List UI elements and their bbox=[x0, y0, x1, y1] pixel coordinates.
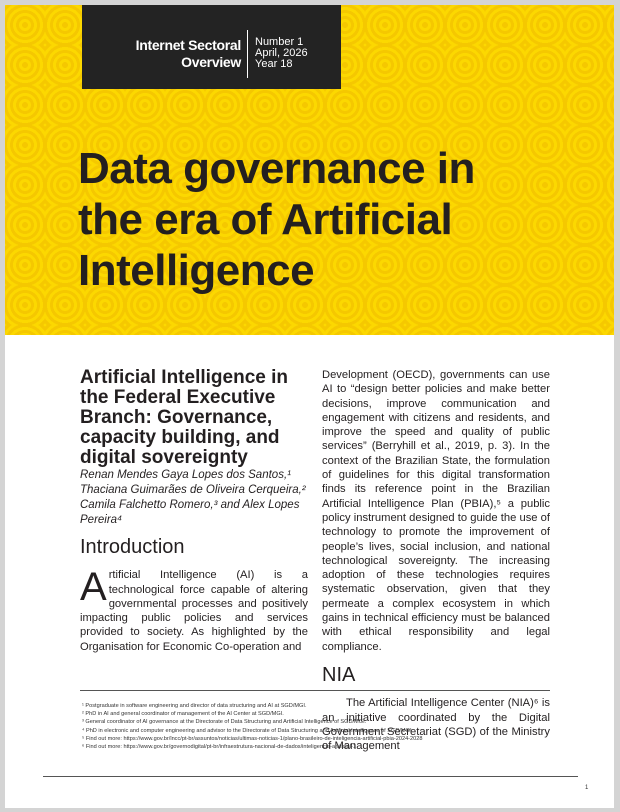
footnotes bbox=[82, 702, 422, 751]
nia-paragraph: The Artificial Intelligence Center (NIA)⁶ is an initiative coordinated by the Digital Government Secretariat (SGD) of the Ministry of Management bbox=[322, 697, 550, 753]
footnote: ⁴ PhD in electronic and computer engineering and advisor to the Directorate of Data Structuring and Artificial Intelligence of SGD/MGI. bbox=[82, 727, 414, 734]
series-title bbox=[136, 37, 241, 71]
page-number: 1 bbox=[585, 785, 589, 791]
title-line: Data governance in bbox=[78, 144, 475, 193]
right-column bbox=[322, 368, 550, 753]
nia-heading: NIA bbox=[322, 663, 356, 686]
footnote[interactable]: ⁵ Find out more: https://www.gov.br/lncc/pt-br/assuntos/noticias/ultimas-noticias-1/plano-brasileiro-de-inteligencia-artificial-pbia-2024-2028 bbox=[82, 735, 423, 742]
badge-divider bbox=[247, 30, 248, 78]
authors: Renan Mendes Gaya Lopes dos Santos,¹ Thaciana Guimarães de Oliveira Cerqueira,² Camila Falchetto Romero,³ and Alex Lopes Pereira⁴ bbox=[80, 469, 306, 526]
footnote: ¹ Postgraduate in software engineering and director of data structuring and AI at SGD/MGI. bbox=[82, 703, 307, 709]
intro-paragraph bbox=[80, 565, 308, 654]
series-title-line: Overview bbox=[181, 54, 241, 70]
footnote[interactable]: ⁶ Find out more: https://www.gov.br/governodigital/pt-br/infraestrutura-nacional-de-dados/inteligencia-artificial-1 bbox=[82, 744, 356, 751]
issue-number: Number 1 bbox=[255, 36, 304, 48]
issue-year: Year 18 bbox=[255, 58, 293, 70]
footnote-divider bbox=[80, 690, 550, 691]
title-line: the era of Artificial bbox=[78, 195, 453, 244]
issue-info bbox=[255, 37, 308, 70]
document-page bbox=[5, 5, 614, 808]
intro-heading: Introduction bbox=[80, 536, 185, 558]
title-line: Intelligence bbox=[78, 246, 315, 295]
footer-divider bbox=[43, 776, 578, 777]
publication-badge bbox=[82, 5, 341, 89]
body-paragraph: Development (OECD), governments can use AI to “design better policies and make better decisions, improve communication and engagement with citizens and residents, and improve the speed and quality of public services” (Berryhill et al., 2019, p. 3). In the context of the Brazilian State, the formulation of guidelines for this digital transformation finds its reference point in the Brazilian Artificial Intelligence Plan (PBIA),⁵ a public policy instrument designed to guide the use of technology to promote the improvement of people’s lives, social inclusion, and national technological sovereignty. The increasing adoption of these technologies requires systematic observation, given that they permeate a complex ecosystem in which gains in technical efficiency must be balanced with ethical responsibility and legal compliance. bbox=[322, 369, 550, 653]
intro-text: rtificial Intelligence (AI) is a technological force capable of altering governmental processes and positively impacting public policies and services provided to society. As highlighted by the Organisation for Economic Co-operation and bbox=[80, 569, 308, 653]
series-title-line: Internet Sectoral bbox=[135, 37, 241, 53]
footnote: ² PhD in AI and general coordinator of management of the AI Center at SGD/MGI. bbox=[82, 711, 284, 718]
drop-cap: A bbox=[80, 565, 107, 610]
article-heading: Artificial Intelligence in the Federal Executive Branch: Governance, capacity building, and digital sovereignty bbox=[80, 367, 288, 468]
footnote: ³ General coordinator of AI governance at the Directorate of Data Structuring and Artificial Intelligence of SGD/MGI. bbox=[82, 719, 367, 726]
left-column bbox=[80, 368, 308, 654]
page-title bbox=[78, 143, 475, 296]
cover-banner bbox=[5, 5, 614, 335]
issue-date: April, 2026 bbox=[255, 47, 308, 59]
